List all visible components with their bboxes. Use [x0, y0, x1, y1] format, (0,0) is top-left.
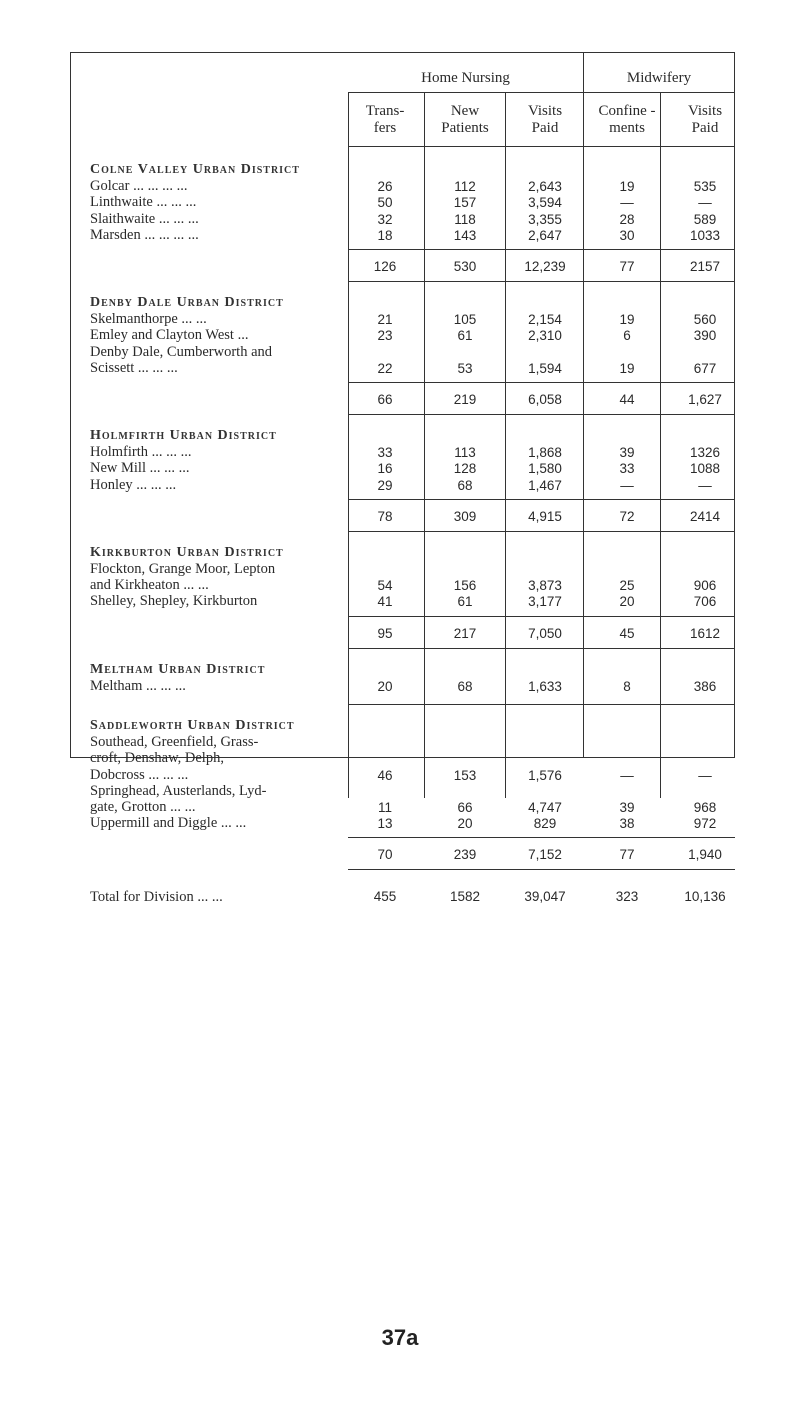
- subtotal-value: 309: [453, 508, 477, 524]
- cell-value: 128: [453, 461, 477, 477]
- cell-value: 1,580: [528, 461, 562, 477]
- row-label: Holmfirth ... ... ...: [90, 444, 192, 461]
- cell-value: 1,594: [528, 360, 562, 376]
- cell-value: —: [698, 477, 712, 493]
- cell-value: —: [620, 477, 634, 493]
- cell-value: 1326: [689, 445, 721, 461]
- row-label: Scissett ... ... ...: [90, 359, 178, 376]
- cell-value: 19: [619, 312, 635, 328]
- subtotal-rule: [348, 499, 735, 500]
- column-header: New Patients: [441, 103, 489, 136]
- grand-total-value: 1582: [449, 889, 481, 905]
- subtotal-rule: [348, 382, 735, 383]
- row-label: and Kirkheaton ... ...: [90, 577, 209, 594]
- cell-value: 118: [454, 211, 476, 227]
- cell-value: 1033: [689, 227, 721, 243]
- section-rule: [348, 414, 735, 415]
- cell-value: 972: [693, 816, 717, 832]
- cell-value: 33: [619, 461, 635, 477]
- cell-value: 68: [457, 477, 473, 493]
- subtotal-value: 217: [453, 625, 477, 641]
- subtotal-value: 2414: [689, 508, 721, 524]
- section-rule: [348, 281, 735, 282]
- cell-value: —: [620, 195, 634, 211]
- row-label: Springhead, Austerlands, Lyd-: [90, 782, 267, 799]
- subtotal-value: 7,050: [528, 625, 562, 641]
- column-divider: [583, 52, 584, 758]
- cell-value: 156: [453, 578, 477, 594]
- cell-value: 19: [619, 179, 635, 195]
- cell-value: 20: [377, 678, 393, 694]
- district-title: Colne Valley Urban District: [90, 162, 300, 177]
- row-label: Uppermill and Diggle ... ...: [90, 815, 247, 832]
- cell-value: 38: [619, 816, 635, 832]
- cell-value: 3,594: [528, 195, 562, 211]
- cell-value: 968: [693, 800, 717, 815]
- cell-value: 829: [533, 816, 557, 832]
- row-label: Meltham ... ... ...: [90, 677, 186, 694]
- column-header: Confine - ments: [598, 103, 656, 136]
- cell-value: 68: [457, 678, 473, 694]
- grand-total-value: 323: [615, 889, 639, 905]
- header-divider: [348, 92, 735, 93]
- subtotal-value: 72: [619, 508, 635, 524]
- cell-value: 390: [693, 328, 717, 344]
- row-label: Golcar ... ... ... ...: [90, 178, 188, 195]
- cell-value: 113: [454, 445, 476, 461]
- grand-total-value: 10,136: [684, 889, 726, 905]
- column-header: Visits Paid: [527, 103, 563, 136]
- row-label: Marsden ... ... ... ...: [90, 226, 199, 243]
- cell-value: —: [698, 767, 712, 783]
- cell-value: 61: [457, 594, 473, 610]
- cell-value: 20: [619, 594, 635, 610]
- cell-value: 157: [453, 195, 477, 211]
- cell-value: 23: [377, 328, 393, 344]
- subtotal-value: 77: [619, 847, 635, 863]
- cell-value: 1088: [689, 461, 721, 477]
- cell-value: 53: [457, 360, 473, 376]
- cell-value: 906: [693, 578, 717, 594]
- row-label: New Mill ... ... ...: [90, 460, 190, 477]
- section-rule: [348, 531, 735, 532]
- cell-value: 1,467: [528, 477, 562, 493]
- subtotal-value: 239: [453, 847, 477, 863]
- cell-value: 3,177: [528, 594, 562, 610]
- subtotal-value: 1,627: [688, 392, 722, 407]
- cell-value: 677: [693, 360, 717, 376]
- cell-value: 3,873: [528, 578, 562, 594]
- grand-total-value: 39,047: [524, 889, 566, 905]
- district-title: Holmfirth Urban District: [90, 428, 277, 443]
- subtotal-value: 219: [453, 392, 477, 407]
- cell-value: 1,868: [528, 445, 562, 461]
- subtotal-value: 44: [619, 392, 635, 407]
- cell-value: 33: [377, 445, 393, 461]
- row-label: croft, Denshaw, Delph,: [90, 750, 224, 767]
- cell-value: 2,154: [528, 312, 562, 328]
- row-label: Linthwaite ... ... ...: [90, 194, 197, 211]
- section-rule: [348, 869, 735, 870]
- row-label: Dobcross ... ... ...: [90, 766, 189, 783]
- cell-value: 16: [377, 461, 393, 477]
- row-label: Denby Dale, Cumberworth and: [90, 343, 273, 360]
- column-divider: [348, 92, 349, 798]
- cell-value: 25: [619, 578, 635, 594]
- cell-value: 39: [619, 800, 635, 815]
- section-rule: [348, 704, 735, 705]
- district-title: Saddleworth Urban District: [90, 718, 295, 733]
- cell-value: 706: [693, 594, 717, 610]
- cell-value: 29: [377, 477, 393, 493]
- cell-value: 50: [377, 195, 393, 211]
- cell-value: 19: [619, 360, 635, 376]
- page-number: 37a: [381, 1325, 419, 1350]
- cell-value: 535: [693, 179, 717, 195]
- cell-value: 32: [377, 211, 393, 227]
- cell-value: 3,355: [528, 211, 562, 227]
- subtotal-value: 1,940: [688, 847, 722, 863]
- header-home-nursing: Home Nursing: [421, 70, 510, 86]
- district-title: Kirkburton Urban District: [90, 544, 284, 560]
- subtotal-value: 12,239: [524, 259, 566, 274]
- cell-value: 1,633: [528, 678, 562, 694]
- cell-value: 54: [377, 578, 393, 594]
- subtotal-value: 70: [377, 847, 393, 863]
- column-divider: [424, 92, 425, 798]
- grand-total-label: Total for Division ... ...: [90, 889, 223, 906]
- subtotal-value: 95: [377, 625, 393, 641]
- row-label: gate, Grotton ... ...: [90, 799, 196, 815]
- subtotal-value: 1612: [689, 625, 721, 641]
- cell-value: 560: [693, 312, 717, 328]
- grand-total-value: 455: [373, 889, 397, 905]
- cell-value: 30: [619, 227, 635, 243]
- row-label: Southead, Greenfield, Grass-: [90, 734, 259, 751]
- cell-value: 20: [457, 816, 473, 832]
- cell-value: 386: [693, 678, 717, 694]
- column-header: Visits Paid: [687, 103, 723, 136]
- subtotal-value: 6,058: [528, 392, 562, 407]
- subtotal-value: 78: [377, 508, 393, 524]
- cell-value: 112: [454, 179, 476, 195]
- cell-value: —: [620, 767, 634, 783]
- cell-value: 105: [453, 312, 477, 328]
- cell-value: 18: [377, 227, 393, 243]
- subtotal-rule: [348, 837, 735, 838]
- row-label: Slaithwaite ... ... ...: [90, 210, 199, 227]
- cell-value: 13: [377, 816, 393, 832]
- cell-value: 11: [377, 800, 392, 815]
- district-title: Denby Dale Urban District: [90, 295, 284, 310]
- subtotal-value: 7,152: [528, 847, 562, 863]
- cell-value: 39: [619, 445, 635, 461]
- row-label: Flockton, Grange Moor, Lepton: [90, 561, 276, 577]
- subtotal-value: 45: [619, 625, 635, 641]
- cell-value: 2,310: [528, 328, 562, 344]
- cell-value: 41: [377, 594, 393, 610]
- cell-value: 26: [377, 179, 393, 195]
- cell-value: 589: [693, 211, 717, 227]
- cell-value: 66: [457, 800, 473, 815]
- cell-value: 4,747: [528, 800, 562, 815]
- cell-value: 46: [377, 767, 393, 783]
- header-midwifery: Midwifery: [626, 70, 692, 86]
- cell-value: 8: [623, 678, 631, 694]
- column-header: Trans- fers: [365, 103, 405, 136]
- section-rule: [348, 648, 735, 649]
- subtotal-value: 66: [377, 392, 393, 407]
- cell-value: 6: [623, 328, 631, 344]
- row-label: Skelmanthorpe ... ...: [90, 311, 207, 328]
- cell-value: 28: [619, 211, 635, 227]
- column-divider: [505, 92, 506, 798]
- cell-value: 61: [457, 328, 473, 344]
- cell-value: 153: [453, 767, 477, 783]
- subtotal-value: 77: [619, 259, 635, 274]
- subtotal-value: 126: [373, 259, 397, 274]
- row-label: Honley ... ... ...: [90, 476, 177, 493]
- cell-value: 1,576: [528, 767, 562, 783]
- cell-value: 21: [377, 312, 393, 328]
- header-bottom-rule: [348, 146, 735, 147]
- cell-value: 2,647: [528, 227, 562, 243]
- subtotal-value: 530: [453, 259, 477, 274]
- cell-value: 22: [377, 360, 393, 376]
- subtotal-value: 4,915: [528, 508, 562, 524]
- subtotal-rule: [348, 249, 735, 250]
- row-label: Emley and Clayton West ...: [90, 327, 249, 344]
- row-label: Shelley, Shepley, Kirkburton: [90, 593, 258, 610]
- subtotal-rule: [348, 616, 735, 617]
- cell-value: 2,643: [528, 179, 562, 195]
- cell-value: —: [698, 195, 712, 211]
- column-divider: [660, 92, 661, 798]
- district-title: Meltham Urban District: [90, 661, 266, 677]
- cell-value: 143: [453, 227, 477, 243]
- subtotal-value: 2157: [689, 259, 721, 274]
